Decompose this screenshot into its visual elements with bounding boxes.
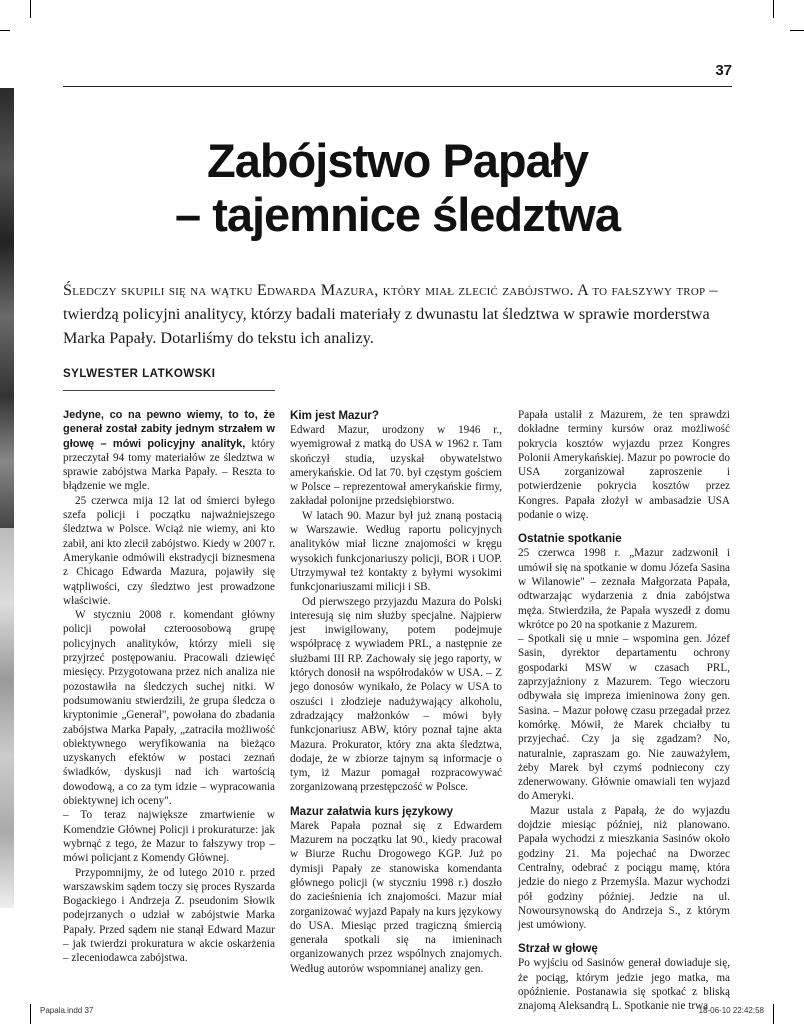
paragraph: W styczniu 2008 r. komendant główny policji powołał czteroosobową grupę policyjnych analityków, którzy mieli się przyjrzeć postępowaniu. Pracowali dziewięć miesięcy. Przygotowana przez nich analiza nie pozostawiła na śledczych suchej nitki. W podsumowaniu stwierdzili, że grupa śledcza o kryptonimie „Generał", powołana do zbadania zabójstwa Marka Papały, „zatraciła możliwość obiektywnego weryfikowania na bieżąco uzyskanych efektów w postaci zeznań świadków, dyskusji nad ich wartością dowodową, a co za tym idzie – wypracowania obiektywnej ich oceny". <box>63 609 275 808</box>
header-rule <box>63 86 732 87</box>
photo-edge-strip <box>0 528 14 908</box>
crop-mark <box>773 0 774 18</box>
paragraph: Edward Mazur, urodzony w 1946 r., wyemigrował z matką do USA w 1962 r. Tam skończył studia, uzyskał obywatelstwo amerykańskie. Od lat 70. był częstym gościem w Polsce – reprezentował amerykańskie firmy, zakładał polonijne przedsiębiorstwo. <box>290 424 502 508</box>
crop-mark <box>30 1004 31 1024</box>
author-byline: SYLWESTER LATKOWSKI <box>63 368 216 380</box>
article-lead <box>63 278 733 350</box>
column-2 <box>290 408 502 976</box>
intro-bold: Jedyne, co na pewno wiemy, to to, że generał został zabity jednym strzałem w głowę – mówi policyjny analityk, <box>63 409 275 450</box>
paragraph: Po wyjściu od Sasinów generał dowiaduje się, że pociąg, którym jedzie jego matka, ma opóźnienie. Postanawia się spotkać z bliską znajomą Aleksandrą L. Spotkanie nie trwa <box>518 957 730 1013</box>
paragraph: Papała ustalił z Mazurem, że ten sprawdzi dokładne terminy kursów oraz możliwość pokrycia kosztów wyjazdu przez Kongres Polonii Amerykańskiej. Mazur po powrocie do USA zorganizował zaproszenie i potwierdzenie pokrycia kosztów przez Kongres. Papała złożył w ambasadzie USA podanie o wizę. <box>518 409 730 522</box>
lead-smallcaps: Śledczy skupili się na wątku Edwarda Mazura, który miał zlecić zabójstwo. A to fałszywy trop <box>63 281 706 299</box>
photo-edge-strip <box>0 88 14 528</box>
subheading: Strzał w głowę <box>518 942 598 956</box>
title-line-1: Zabójstwo Papały <box>207 134 588 187</box>
paragraph: 25 czerwca mija 12 lat od śmierci byłego szefa policji i początku najważniejszego śledztwa w Polsce. Wciąż nie wiemy, ani kto zabił, ani kto zlecił zabójstwo. Kiedy w 2007 r. Amerykanie odmówili ekstradycji biznesmena z Chicago Edwarda Mazura, pojawiły się wątpliwości, czy śledztwo jest prowadzone właściwie. <box>63 494 275 607</box>
paragraph: Przypomnijmy, że od lutego 2010 r. przed warszawskim sądem toczy się proces Ryszarda Bogackiego i Andrzeja Z. pseudonim Słowik podejrzanych o udział w zabójstwie Marka Papały. Przed sądem nie stanął Edward Mazur – jak twierdzi prokuratura w akcie oskarżenia – zleceniodawca zabójstwa. <box>63 866 275 965</box>
page-number: 37 <box>715 62 732 79</box>
subheading: Ostatnie spotkanie <box>518 532 622 546</box>
paragraph: Mazur ustala z Papałą, że do wyjazdu dojdzie miesiąc później, niż planowano. Papała wychodzi z mieszkania Sasinów około godziny 21. Ma pojechać na Dworzec Centralny, odebrać z pociągu mamę, która jedzie do niego z Przemyśla. Mazur wychodzi pół godziny później. Jedzie na ul. Nowoursynowską do Andrzeja S., z którym jest umówiony. <box>518 804 730 932</box>
paragraph: W latach 90. Mazur był już znaną postacią w Warszawie. Według raportu policyjnych analityków miał liczne znajomości w kręgu wysokich funkcjonariuszy policji, BOR i UOP. Utrzymywał też kontakty z byłymi wysokimi funkcjonariuszami milicji i SB. <box>290 509 502 594</box>
crop-mark <box>773 1004 774 1024</box>
paragraph: Marek Papała poznał się z Edwardem Mazurem na początku lat 90., kiedy pracował w Biurze Ruchu Drogowego KGP. Już po dymisji Papały ze stanowiska komendanta głównego policji (w styczniu 1998 r.) doszło do zacieśnienia ich znajomości. Mazur miał zorganizować wyjazd Papały na kurs językowy do USA. Miesiąc przed tragiczną śmiercią generała spotkali się na imieninach organizowanych przez wspólnych znajomych. Według autorów wspomnianej analizy gen. <box>290 819 502 975</box>
article-title <box>63 134 732 242</box>
crop-mark <box>0 30 10 31</box>
footer-filename: Papala.indd 37 <box>40 1006 94 1015</box>
title-line-2: – tajemnice śledztwa <box>175 188 620 241</box>
subheading: Kim jest Mazur? <box>290 409 379 422</box>
author-rule <box>63 390 275 391</box>
subheading: Mazur załatwia kurs językowy <box>290 804 454 818</box>
crop-mark <box>30 0 31 18</box>
lead-text: – twierdzą policyjni analitycy, którzy badali materiały z dwunastu lat śledztwa w sprawie morderstwa Marka Papały. Dotarliśmy do tekstu ich analizy. <box>63 281 718 347</box>
paragraph: – Spotkali się u mnie – wspomina gen. Józef Sasin, dyrektor departamentu ochrony gospodarki MSW w czasach PRL, zaprzyjaźniony z Mazurem. Tego wieczoru odbywała się impreza imieninowa żony gen. Sasina. – Mazur połowę czasu przegadał przez komórkę. Mówił, że Marek chciałby tu przyjechać. Czy ja się zgadzam? No, naturalnie, zapraszam go. Nie zauważyłem, żeby Marek był czymś podniecony czy zdenerwowany. Głównie omawiali ten wyjazd do Ameryki. <box>518 633 730 803</box>
paragraph: – To teraz największe zmartwienie w Komendzie Głównej Policji i prokuraturze: jak wybrnąć z tego, że Mazur to fałszywy trop – mówi policjant z Komendy Głównej. <box>63 809 275 865</box>
crop-mark <box>790 30 804 31</box>
column-3 <box>518 408 730 1014</box>
paragraph <box>63 408 275 494</box>
footer-timestamp: 18-06-10 22:42:58 <box>698 1006 764 1015</box>
column-1 <box>63 408 275 966</box>
paragraph: 25 czerwca 1998 r. „Mazur zadzwonił i umówił się na spotkanie w domu Józefa Sasina w Wilanowie" – zeznała Małgorzata Papała, odtwarzając wydarzenia z dnia zabójstwa męża. Stwierdziła, że Papała wyszedł z domu wkrótce po 20 na spotkanie z Mazurem. <box>518 547 730 631</box>
intro-rest: który przeczytał 94 tomy materiałów ze śledztwa w sprawie zabójstwa Marka Papały. – Reszta to błądzenie we mgle. <box>63 437 275 493</box>
paragraph: Od pierwszego przyjazdu Mazura do Polski interesują się nim służby specjalne. Najpierw jest inwigilowany, potem podejmuje współpracę z wywiadem PRL, a następnie ze służbami III RP. Zachowały się jego raporty, w których donosił na współrodaków w USA. – Z jego donosów wynikało, że Polacy w USA to oszuści i złodzieje nadużywający alkoholu, zdradzający małżonków – mówi były funkcjonariusz ABW, który poznał tajne akta Mazura. Prokurator, który zna akta śledztwa, dodaje, że w zbiorze tajnym są informacje o tym, iż Mazur pomagał rozpracowywać zorganizowaną przestępczość w Polsce. <box>290 595 502 794</box>
